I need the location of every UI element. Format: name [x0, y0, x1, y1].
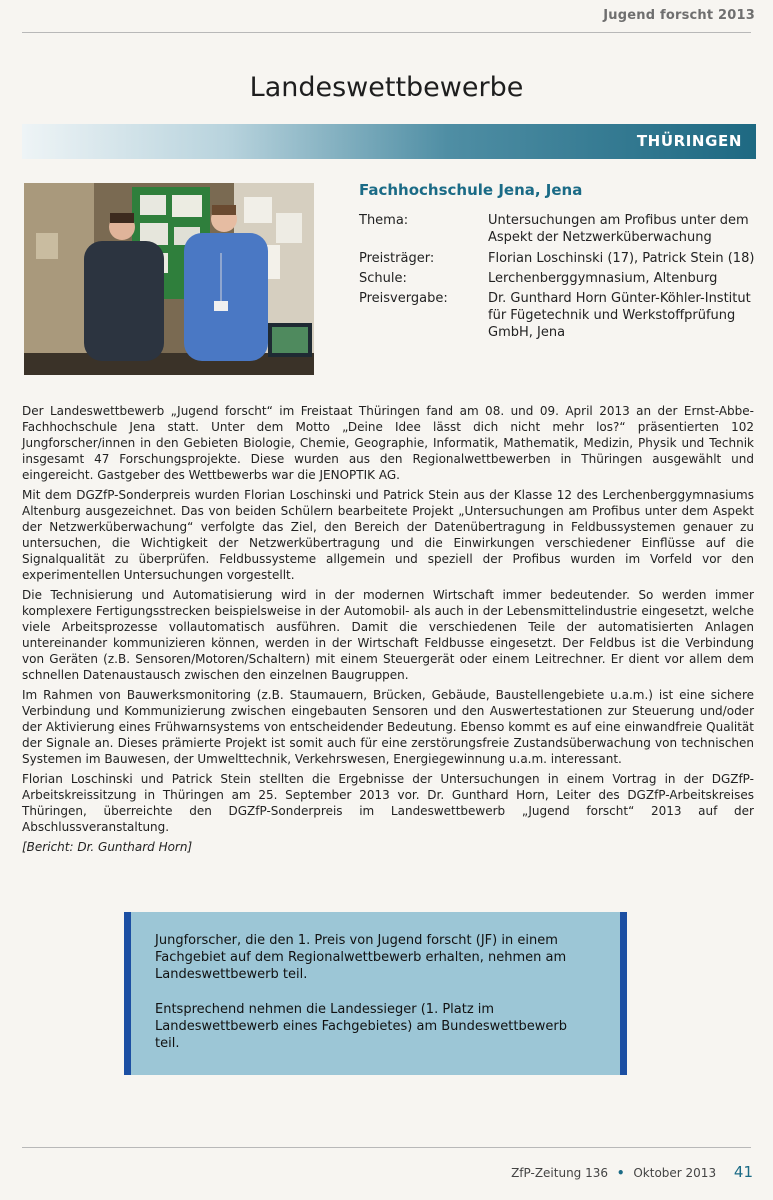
report-credit: [Bericht: Dr. Gunthard Horn]: [22, 840, 193, 854]
region-band: [22, 124, 756, 159]
footer-rule: [22, 1147, 751, 1148]
paragraph: Die Technisierung und Automatisierung wird in der modernen Wirtschaft immer bedeutender. So werden immer komplexere Fertigungsstrecken beispielsweise in der Automobil- als auch in der Lebensmittelindustrie eingesetzt, welche viele Arbeitsprozesse vollautomatisch ausführen. Damit die verschiedenen Teile der automatisierten Anlagen untereinander kommunizieren können, werden in der Wirtschaft Feldbusse eingesetzt. Der Feldbus ist die Verbindung von Geräten (z.B. Sensoren/Motoren/Schaltern) mit einem Steuergerät oder einem Leitrechner. Er dient vor allem dem schnellen Datenaustausch zwischen den einzelnen Baugruppen.: [22, 588, 754, 682]
page-number: 41: [733, 1163, 753, 1181]
info-value: Lerchenberggymnasium, Altenburg: [488, 271, 718, 286]
award-info: [359, 212, 759, 341]
info-value: Florian Loschinski (17), Patrick Stein (18): [488, 251, 755, 266]
paragraph: Im Rahmen von Bauwerksmonitoring (z.B. Staumauern, Brücken, Gebäude, Baustellengebiete u.a.m.) ist eine sichere Verbindung und Kommunizierung zwischen eingebauten Sensoren und den Auswertestationen zur Steuerung und/oder der Aktivierung eines Frühwarnsystems von entscheidender Bedeutung. Ebenso kommt es auf eine einwandfreie Qualität der Signale an. Dieses prämierte Projekt ist somit auch für eine zerstörungsfreie Zustandsüberwachung von technischen Systemen im Bauwesen, der Umwelttechnik, Verkehrswesen, Energiegewinnung u.a.m. interessant.: [22, 688, 754, 766]
footer-separator: •: [616, 1166, 625, 1180]
info-label: Schule:: [359, 271, 407, 286]
info-value: Untersuchungen am Profibus unter dem Aspekt der Netzwerküberwachung: [488, 213, 749, 245]
running-head: Jugend forscht 2013: [603, 8, 755, 23]
note-bar-left: [124, 912, 131, 1075]
page-footer: [511, 1163, 753, 1181]
note-paragraph: Jungforscher, die den 1. Preis von Jugend forscht (JF) in einem Fachgebiet auf dem Regionalwettbewerb erhalten, nehmen am Landeswettbewerb teil.: [155, 933, 567, 982]
info-row-preisvergabe: [359, 290, 759, 341]
paragraph: Florian Loschinski und Patrick Stein stellten die Ergebnisse der Untersuchungen in einem Vortrag in der DGZfP-Arbeitskreissitzung in Thüringen am 25. September 2013 vor. Dr. Gunthard Horn, Leiter des DGZfP-Arbeitskreises Thüringen, überreichte den DGZfP-Sonderpreis im Landeswettbewerb „Jugend forscht“ 2013 auf der Abschlussveranstaltung.: [22, 772, 754, 834]
info-label: Thema:: [359, 213, 409, 228]
photo: [24, 183, 314, 375]
info-row-thema: [359, 212, 759, 250]
info-value: Dr. Gunthard Horn Günter-Köhler-Institut für Fügetechnik und Werkstoffprüfung GmbH, Jena: [488, 291, 751, 340]
note-bar-right: [620, 912, 627, 1075]
journal-name: ZfP-Zeitung 136: [511, 1166, 609, 1180]
institution-heading: Fachhochschule Jena, Jena: [359, 181, 583, 199]
info-label: Preisvergabe:: [359, 291, 448, 306]
paragraph: Mit dem DGZfP-Sonderpreis wurden Florian Loschinski und Patrick Stein aus der Klasse 12 des Lerchenberggymnasiums Altenburg ausgezeichnet. Das von beiden Schülern bearbeitete Projekt „Untersuchungen am Profibus unter dem Aspekt der Netzwerküberwachung“ verfolgte das Ziel, den Bereich der Datenübertragung in Feldbussystemen genauer zu untersuchen, die Wichtigkeit der Netzwerkübertragung und die Einwirkungen verschiedener Einflüsse auf die Signalqualität zu überprüfen. Feldbussysteme allgemein und speziell der Profibus wurden im Vorfeld vor den experimentellen Untersuchungen vorgestellt.: [22, 488, 754, 582]
note-paragraph: Entsprechend nehmen die Landessieger (1. Platz im Landeswettbewerb eines Fachgebietes) am Bundeswettbewerb teil.: [155, 1002, 567, 1051]
photo-two-students-at-exhibition-stand: [24, 183, 314, 375]
issue-date: Oktober 2013: [633, 1166, 717, 1180]
page-title: Landeswettbewerbe: [249, 72, 524, 103]
article-body: [22, 403, 754, 859]
paragraph: Der Landeswettbewerb „Jugend forscht“ im Freistaat Thüringen fand am 08. und 09. April 2013 an der Ernst-Abbe-Fachhochschule Jena statt. Unter dem Motto „Deine Idee lässt dich nicht mehr los?“ präsentierten 102 Jungforscher/innen in den Gebieten Biologie, Chemie, Geographie, Informatik, Mathematik, Medizin, Physik und Technik insgesamt 47 Forschungsprojekte. Diese wurden aus den Regionalwettbewerben in Thüringen ausgewählt und eingereicht. Gastgeber des Wettbewerbs war die JENOPTIK AG.: [22, 404, 754, 482]
header-rule: [22, 32, 751, 33]
region-label: THÜRINGEN: [636, 132, 742, 150]
info-note-box: [124, 912, 627, 1075]
info-label: Preisträger:: [359, 251, 435, 266]
info-row-schule: [359, 270, 759, 290]
info-row-preistraeger: [359, 250, 759, 270]
